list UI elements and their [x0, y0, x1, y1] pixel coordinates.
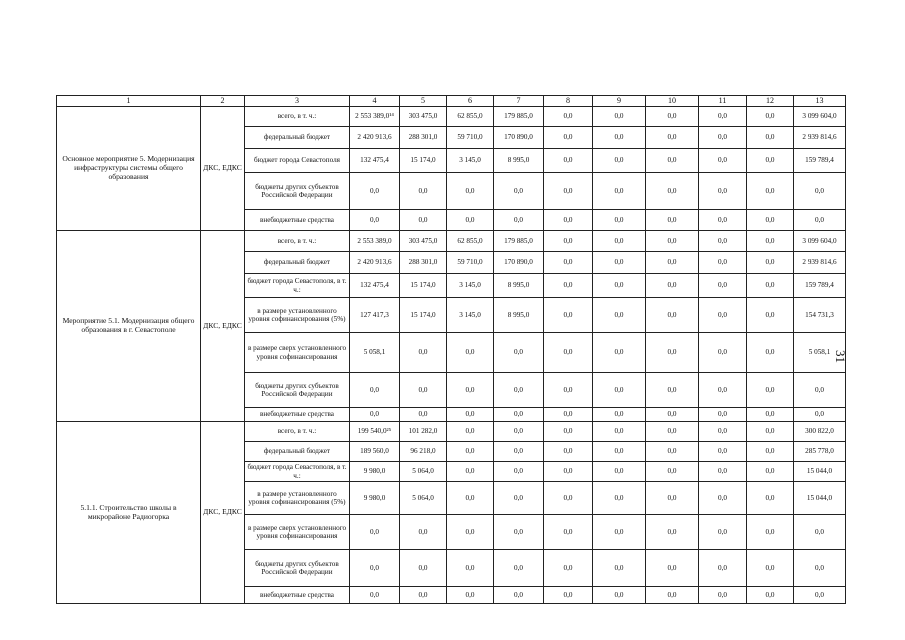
amount-cell: 0,0	[747, 587, 794, 604]
amount-cell: 5 064,0	[400, 482, 447, 515]
amount-cell: 288 301,0	[400, 127, 447, 149]
amount-cell: 0,0	[646, 550, 699, 587]
amount-cell: 0,0	[447, 462, 494, 482]
amount-cell: 0,0	[646, 149, 699, 173]
amount-cell: 179 885,0	[494, 107, 544, 127]
amount-cell: 0,0	[747, 210, 794, 231]
amount-cell: 0,0	[494, 373, 544, 408]
amount-cell: 2 420 913,6	[350, 252, 400, 274]
amount-cell: 2 939 814,6	[794, 252, 846, 274]
column-header: 12	[747, 96, 794, 107]
amount-cell: 15 044,0	[794, 482, 846, 515]
amount-cell: 0,0	[699, 333, 747, 373]
amount-cell: 0,0	[747, 231, 794, 252]
amount-cell: 0,0	[699, 231, 747, 252]
amount-cell: 0,0	[400, 373, 447, 408]
amount-cell: 0,0	[350, 515, 400, 550]
column-header: 3	[245, 96, 350, 107]
amount-cell: 15 174,0	[400, 149, 447, 173]
column-header: 7	[494, 96, 544, 107]
amount-cell: 9 980,0	[350, 482, 400, 515]
amount-cell: 0,0	[544, 127, 593, 149]
amount-cell: 0,0	[646, 408, 699, 422]
amount-cell: 0,0	[646, 298, 699, 333]
amount-cell: 0,0	[794, 515, 846, 550]
amount-cell: 0,0	[447, 515, 494, 550]
amount-cell: 0,0	[494, 442, 544, 462]
amount-cell: 0,0	[646, 127, 699, 149]
funding-source: внебюджетные средства	[245, 587, 350, 604]
column-header: 4	[350, 96, 400, 107]
amount-cell: 0,0	[747, 127, 794, 149]
amount-cell: 0,0	[646, 252, 699, 274]
amount-cell: 0,0	[699, 252, 747, 274]
funding-source: бюджет города Севастополя, в т. ч.:	[245, 462, 350, 482]
funding-source: бюджеты других субъектов Российской Федерации	[245, 173, 350, 210]
table-row	[57, 231, 846, 252]
amount-cell: 0,0	[447, 408, 494, 422]
amount-cell: 0,0	[350, 210, 400, 231]
amount-cell: 0,0	[544, 442, 593, 462]
amount-cell: 3 099 604,0	[794, 231, 846, 252]
amount-cell: 3 145,0	[447, 274, 494, 298]
amount-cell: 0,0	[494, 173, 544, 210]
amount-cell: 0,0	[544, 298, 593, 333]
amount-cell: 8 995,0	[494, 274, 544, 298]
amount-cell: 0,0	[794, 173, 846, 210]
amount-cell: 0,0	[646, 462, 699, 482]
amount-cell: 0,0	[593, 173, 646, 210]
amount-cell: 0,0	[400, 333, 447, 373]
funding-source: в размере установленного уровня софинансирования (5%)	[245, 482, 350, 515]
amount-cell: 2 420 913,6	[350, 127, 400, 149]
amount-cell: 0,0	[747, 422, 794, 442]
amount-cell: 0,0	[699, 373, 747, 408]
column-header: 8	[544, 96, 593, 107]
amount-cell: 0,0	[747, 482, 794, 515]
funding-source: в размере установленного уровня софинансирования (5%)	[245, 298, 350, 333]
amount-cell: 0,0	[447, 422, 494, 442]
amount-cell: 0,0	[593, 298, 646, 333]
amount-cell: 154 731,3	[794, 298, 846, 333]
amount-cell: 0,0	[494, 210, 544, 231]
amount-cell: 0,0	[699, 149, 747, 173]
column-header: 5	[400, 96, 447, 107]
amount-cell: 2 553 389,0	[350, 231, 400, 252]
column-header: 1	[57, 96, 201, 107]
amount-cell: 303 475,0	[400, 107, 447, 127]
amount-cell: 0,0	[593, 550, 646, 587]
amount-cell: 189 560,0	[350, 442, 400, 462]
amount-cell: 0,0	[400, 210, 447, 231]
amount-cell: 0,0	[447, 173, 494, 210]
amount-cell: 0,0	[747, 173, 794, 210]
amount-cell: 0,0	[447, 333, 494, 373]
amount-cell: 0,0	[699, 422, 747, 442]
column-header: 6	[447, 96, 494, 107]
amount-cell: 0,0	[544, 231, 593, 252]
funding-source: федеральный бюджет	[245, 252, 350, 274]
amount-cell: 159 789,4	[794, 149, 846, 173]
amount-cell: 0,0	[699, 515, 747, 550]
amount-cell: 0,0	[494, 550, 544, 587]
table-row	[57, 107, 846, 127]
amount-cell: 0,0	[494, 462, 544, 482]
amount-cell: 159 789,4	[794, 274, 846, 298]
table-row	[57, 422, 846, 442]
amount-cell: 5 064,0	[400, 462, 447, 482]
amount-cell: 0,0	[593, 231, 646, 252]
amount-cell: 0,0	[699, 210, 747, 231]
amount-cell: 0,0	[544, 587, 593, 604]
header-row	[57, 96, 846, 107]
activity-name: Мероприятие 5.1. Модернизация общего образования в г. Севастополе	[57, 231, 201, 422]
amount-cell: 101 282,0	[400, 422, 447, 442]
amount-cell: 0,0	[646, 274, 699, 298]
amount-cell: 2 553 389,0¹⁴	[350, 107, 400, 127]
budget-table	[56, 95, 846, 604]
amount-cell: 0,0	[400, 515, 447, 550]
amount-cell: 0,0	[794, 587, 846, 604]
amount-cell: 0,0	[794, 210, 846, 231]
column-header: 13	[794, 96, 846, 107]
amount-cell: 0,0	[350, 408, 400, 422]
amount-cell: 0,0	[593, 373, 646, 408]
amount-cell: 170 890,0	[494, 252, 544, 274]
amount-cell: 0,0	[494, 587, 544, 604]
amount-cell: 0,0	[699, 274, 747, 298]
amount-cell: 8 995,0	[494, 149, 544, 173]
amount-cell: 0,0	[544, 550, 593, 587]
funding-source: федеральный бюджет	[245, 127, 350, 149]
amount-cell: 0,0	[593, 252, 646, 274]
amount-cell: 0,0	[494, 482, 544, 515]
amount-cell: 285 778,0	[794, 442, 846, 462]
amount-cell: 0,0	[646, 107, 699, 127]
amount-cell: 0,0	[593, 333, 646, 373]
amount-cell: 0,0	[544, 274, 593, 298]
amount-cell: 59 710,0	[447, 127, 494, 149]
amount-cell: 0,0	[447, 550, 494, 587]
amount-cell: 0,0	[747, 274, 794, 298]
amount-cell: 0,0	[544, 462, 593, 482]
amount-cell: 0,0	[593, 587, 646, 604]
amount-cell: 288 301,0	[400, 252, 447, 274]
amount-cell: 0,0	[646, 515, 699, 550]
funding-source: внебюджетные средства	[245, 210, 350, 231]
amount-cell: 199 540,0²⁵	[350, 422, 400, 442]
activity-name: Основное мероприятие 5. Модернизация инфраструктуры системы общего образования	[57, 107, 201, 231]
amount-cell: 0,0	[544, 408, 593, 422]
amount-cell: 62 855,0	[447, 231, 494, 252]
funding-source: всего, в т. ч.:	[245, 231, 350, 252]
amount-cell: 0,0	[350, 587, 400, 604]
amount-cell: 0,0	[593, 149, 646, 173]
amount-cell: 0,0	[699, 173, 747, 210]
amount-cell: 0,0	[794, 408, 846, 422]
amount-cell: 300 822,0	[794, 422, 846, 442]
amount-cell: 127 417,3	[350, 298, 400, 333]
amount-cell: 15 174,0	[400, 274, 447, 298]
amount-cell: 3 145,0	[447, 149, 494, 173]
amount-cell: 0,0	[699, 127, 747, 149]
funding-source: бюджеты других субъектов Российской Федерации	[245, 373, 350, 408]
amount-cell: 0,0	[593, 422, 646, 442]
executor: ДКС, ЕДКС	[201, 107, 245, 231]
amount-cell: 132 475,4	[350, 274, 400, 298]
amount-cell: 9 980,0	[350, 462, 400, 482]
amount-cell: 0,0	[646, 422, 699, 442]
amount-cell: 0,0	[350, 550, 400, 587]
amount-cell: 0,0	[544, 210, 593, 231]
amount-cell: 0,0	[794, 550, 846, 587]
amount-cell: 0,0	[747, 149, 794, 173]
funding-source: бюджеты других субъектов Российской Федерации	[245, 550, 350, 587]
amount-cell: 0,0	[747, 107, 794, 127]
amount-cell: 0,0	[544, 422, 593, 442]
amount-cell: 0,0	[544, 482, 593, 515]
amount-cell: 0,0	[350, 373, 400, 408]
amount-cell: 0,0	[699, 462, 747, 482]
amount-cell: 0,0	[544, 373, 593, 408]
amount-cell: 0,0	[593, 274, 646, 298]
funding-source: всего, в т. ч.:	[245, 422, 350, 442]
amount-cell: 0,0	[646, 587, 699, 604]
page-number: 31	[833, 350, 848, 363]
amount-cell: 0,0	[593, 462, 646, 482]
amount-cell: 132 475,4	[350, 149, 400, 173]
amount-cell: 0,0	[447, 373, 494, 408]
amount-cell: 170 890,0	[494, 127, 544, 149]
amount-cell: 0,0	[699, 298, 747, 333]
amount-cell: 0,0	[747, 550, 794, 587]
amount-cell: 5 058,1	[794, 333, 846, 373]
amount-cell: 0,0	[699, 550, 747, 587]
amount-cell: 0,0	[699, 587, 747, 604]
funding-source: всего, в т. ч.:	[245, 107, 350, 127]
amount-cell: 0,0	[646, 373, 699, 408]
amount-cell: 0,0	[646, 173, 699, 210]
funding-source: федеральный бюджет	[245, 442, 350, 462]
amount-cell: 0,0	[747, 462, 794, 482]
amount-cell: 0,0	[699, 408, 747, 422]
column-header: 9	[593, 96, 646, 107]
column-header: 11	[699, 96, 747, 107]
amount-cell: 2 939 814,6	[794, 127, 846, 149]
amount-cell: 0,0	[400, 587, 447, 604]
amount-cell: 0,0	[747, 515, 794, 550]
amount-cell: 0,0	[350, 173, 400, 210]
amount-cell: 3 145,0	[447, 298, 494, 333]
funding-source: бюджет города Севастополя	[245, 149, 350, 173]
amount-cell: 0,0	[747, 333, 794, 373]
amount-cell: 303 475,0	[400, 231, 447, 252]
amount-cell: 0,0	[447, 442, 494, 462]
amount-cell: 0,0	[400, 408, 447, 422]
amount-cell: 0,0	[646, 482, 699, 515]
budget-table-body	[57, 96, 846, 604]
amount-cell: 0,0	[544, 149, 593, 173]
funding-source: внебюджетные средства	[245, 408, 350, 422]
funding-source: в размере сверх установленного уровня софинансирования	[245, 333, 350, 373]
amount-cell: 0,0	[794, 373, 846, 408]
amount-cell: 0,0	[447, 210, 494, 231]
amount-cell: 0,0	[400, 550, 447, 587]
amount-cell: 0,0	[593, 442, 646, 462]
amount-cell: 0,0	[593, 482, 646, 515]
executor: ДКС, ЕДКС	[201, 231, 245, 422]
amount-cell: 0,0	[494, 333, 544, 373]
activity-name: 5.1.1. Строительство школы в микрорайоне Радиогорка	[57, 422, 201, 604]
amount-cell: 0,0	[447, 482, 494, 515]
amount-cell: 15 174,0	[400, 298, 447, 333]
amount-cell: 0,0	[400, 173, 447, 210]
amount-cell: 0,0	[699, 442, 747, 462]
amount-cell: 0,0	[747, 408, 794, 422]
executor: ДКС, ЕДКС	[201, 422, 245, 604]
amount-cell: 0,0	[544, 252, 593, 274]
amount-cell: 0,0	[646, 231, 699, 252]
amount-cell: 0,0	[593, 210, 646, 231]
amount-cell: 0,0	[544, 333, 593, 373]
amount-cell: 0,0	[646, 210, 699, 231]
amount-cell: 5 058,1	[350, 333, 400, 373]
amount-cell: 0,0	[747, 442, 794, 462]
amount-cell: 8 995,0	[494, 298, 544, 333]
amount-cell: 0,0	[646, 442, 699, 462]
amount-cell: 0,0	[447, 587, 494, 604]
amount-cell: 0,0	[747, 298, 794, 333]
column-header: 10	[646, 96, 699, 107]
amount-cell: 0,0	[494, 422, 544, 442]
amount-cell: 179 885,0	[494, 231, 544, 252]
amount-cell: 96 218,0	[400, 442, 447, 462]
amount-cell: 0,0	[747, 252, 794, 274]
amount-cell: 0,0	[593, 515, 646, 550]
amount-cell: 0,0	[544, 515, 593, 550]
amount-cell: 15 044,0	[794, 462, 846, 482]
column-header: 2	[201, 96, 245, 107]
amount-cell: 0,0	[593, 408, 646, 422]
amount-cell: 3 099 604,0	[794, 107, 846, 127]
amount-cell: 59 710,0	[447, 252, 494, 274]
amount-cell: 0,0	[593, 107, 646, 127]
amount-cell: 0,0	[494, 515, 544, 550]
funding-source: в размере сверх установленного уровня софинансирования	[245, 515, 350, 550]
amount-cell: 0,0	[494, 408, 544, 422]
amount-cell: 0,0	[646, 333, 699, 373]
amount-cell: 0,0	[699, 107, 747, 127]
amount-cell: 0,0	[544, 173, 593, 210]
amount-cell: 62 855,0	[447, 107, 494, 127]
amount-cell: 0,0	[544, 107, 593, 127]
amount-cell: 0,0	[747, 373, 794, 408]
amount-cell: 0,0	[593, 127, 646, 149]
amount-cell: 0,0	[699, 482, 747, 515]
funding-source: бюджет города Севастополя, в т. ч.:	[245, 274, 350, 298]
